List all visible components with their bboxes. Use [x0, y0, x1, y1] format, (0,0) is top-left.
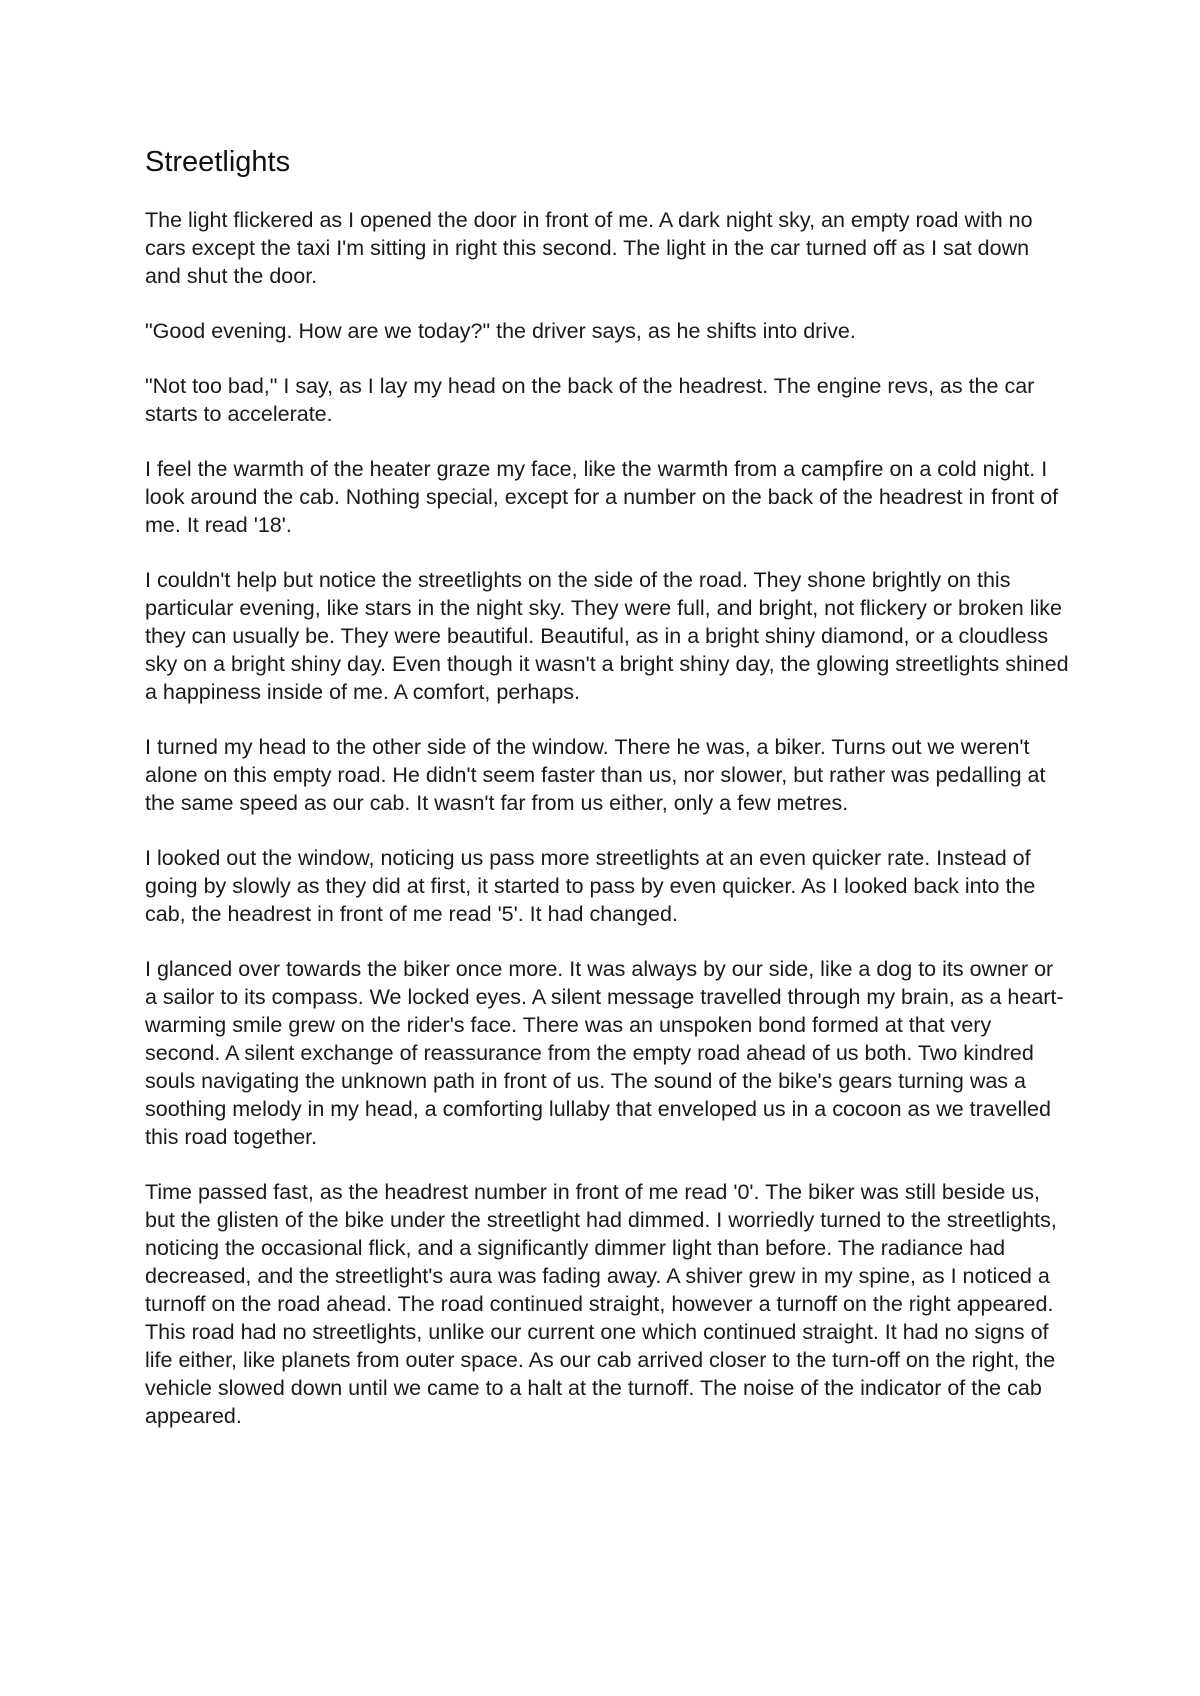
paragraph-5: I couldn't help but notice the streetlights on the side of the road. They shone brightly on this particular evening, like stars in the night sky. They were full, and bright, not flickery or broken like they can usually be. They were beautiful. Beautiful, as in a bright shiny diamond, or a cloudless sky on a bright shiny day. Even though it wasn't a bright shiny day, the glowing streetlights shined a happiness inside of me. A comfort, perhaps. [145, 567, 1069, 704]
paragraph-2: "Good evening. How are we today?" the driver says, as he shifts into drive. [145, 318, 856, 343]
document-page [145, 145, 1070, 1457]
document-title: Streetlights [145, 146, 291, 178]
paragraph-7: I looked out the window, noticing us pass more streetlights at an even quicker rate. Instead of going by slowly as they did at first, it started to pass by even quicker. As I looked back into the cab, the headrest in front of me read '5'. It had changed. [145, 845, 1036, 926]
paragraph-1: The light flickered as I opened the door in front of me. A dark night sky, an empty road with no cars except the taxi I'm sitting in right this second. The light in the car turned off as I sat down and shut the door. [145, 207, 1033, 288]
paragraph-8: I glanced over towards the biker once more. It was always by our side, like a dog to its owner or a sailor to its compass. We locked eyes. A silent message travelled through my brain, as a heart-warming smile grew on the rider's face. There was an unspoken bond formed at that very second. A silent exchange of reassurance from the empty road ahead of us both. Two kindred souls navigating the unknown path in front of us. The sound of the bike's gears turning was a soothing melody in my head, a comforting lullaby that enveloped us in a cocoon as we travelled this road together. [145, 956, 1064, 1149]
paragraph-9: Time passed fast, as the headrest number in front of me read '0'. The biker was still beside us, but the glisten of the bike under the streetlight had dimmed. I worriedly turned to the streetlights, noticing the occasional flick, and a significantly dimmer light than before. The radiance had decreased, and the streetlight's aura was fading away. A shiver grew in my spine, as I noticed a turnoff on the road ahead. The road continued straight, however a turnoff on the right appeared. This road had no streetlights, unlike our current one which continued straight. It had no signs of life either, like planets from outer space. As our cab arrived closer to the turn-off on the right, the vehicle slowed down until we came to a halt at the turnoff. The noise of the indicator of the cab appeared. [145, 1179, 1057, 1428]
paragraph-6: I turned my head to the other side of the window. There he was, a biker. Turns out we weren't alone on this empty road. He didn't seem faster than us, nor slower, but rather was pedalling at the same speed as our cab. It wasn't far from us either, only a few metres. [145, 734, 1046, 815]
paragraph-4: I feel the warmth of the heater graze my face, like the warmth from a campfire on a cold night. I look around the cab. Nothing special, except for a number on the back of the headrest in front of me. It read '18'. [145, 456, 1059, 537]
paragraph-3: "Not too bad," I say, as I lay my head on the back of the headrest. The engine revs, as the car starts to accelerate. [145, 373, 1035, 426]
